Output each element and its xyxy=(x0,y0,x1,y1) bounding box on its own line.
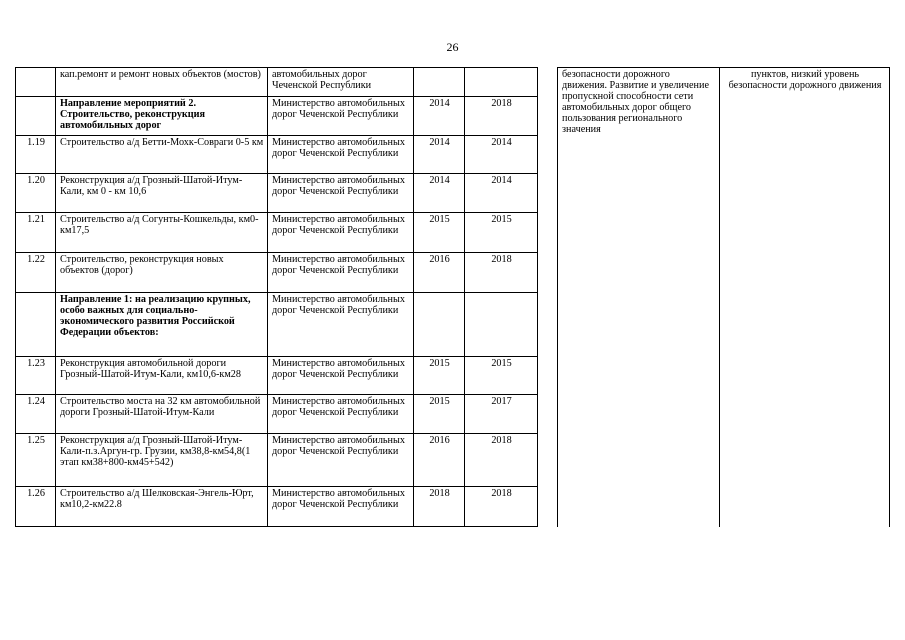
end-year-cell: 2015 xyxy=(465,213,538,253)
executor-cell: Министерство автомобильных дорог Чеченской Республики xyxy=(268,174,414,213)
executor-cell: Министерство автомобильных дорог Чеченской Республики xyxy=(268,136,414,174)
measure-name-cell: Строительство а/д Бетти-Мохк-Совраги 0-5 км xyxy=(56,136,268,174)
measure-name-cell: кап.ремонт и ремонт новых объектов (мостов) xyxy=(56,68,268,97)
measure-name-cell: Реконструкция а/д Грозный-Шатой-Итум-Кали, км 0 - км 10,6 xyxy=(56,174,268,213)
spacer-cell xyxy=(538,68,558,527)
end-year-cell: 2018 xyxy=(465,97,538,136)
start-year-cell: 2014 xyxy=(414,136,465,174)
start-year-cell: 2014 xyxy=(414,174,465,213)
table-row xyxy=(16,68,890,97)
start-year-cell: 2015 xyxy=(414,395,465,434)
end-year-cell: 2018 xyxy=(465,434,538,487)
start-year-cell: 2016 xyxy=(414,253,465,293)
row-number-cell xyxy=(16,97,56,136)
end-year-cell: 2015 xyxy=(465,357,538,395)
consequence-cell-continued xyxy=(720,174,890,527)
measure-name-cell: Строительство а/д Шелковская-Энгель-Юрт, км10,2-км22.8 xyxy=(56,487,268,527)
end-year-cell xyxy=(465,293,538,357)
expected-result-cell: безопасности дорожного движения. Развитие и увеличение пропускной способности сети автомобильных дорог общего пользования регионального значения xyxy=(558,68,720,174)
row-number-cell: 1.23 xyxy=(16,357,56,395)
row-number-cell: 1.21 xyxy=(16,213,56,253)
executor-cell: Министерство автомобильных дорог Чеченской Республики xyxy=(268,97,414,136)
row-number-cell xyxy=(16,293,56,357)
measure-name-cell: Направление мероприятий 2. Строительство, реконструкция автомобильных дорог xyxy=(56,97,268,136)
start-year-cell xyxy=(414,68,465,97)
start-year-cell: 2016 xyxy=(414,434,465,487)
executor-cell: Министерство автомобильных дорог Чеченской Республики xyxy=(268,213,414,253)
measure-name-cell: Направление 1: на реализацию крупных, особо важных для социально-экономического развития Российской Федерации объектов: xyxy=(56,293,268,357)
row-number-cell: 1.20 xyxy=(16,174,56,213)
row-number-cell: 1.19 xyxy=(16,136,56,174)
start-year-cell: 2015 xyxy=(414,213,465,253)
measure-name-cell: Реконструкция а/д Грозный-Шатой-Итум-Кали-п.з.Аргун-гр. Грузии, км38,8-км54,8(1 этап км38+800-км45+542) xyxy=(56,434,268,487)
end-year-cell: 2014 xyxy=(465,174,538,213)
expected-result-cell-continued xyxy=(558,174,720,527)
executor-cell: автомобильных дорог Чеченской Республики xyxy=(268,68,414,97)
row-number-cell: 1.26 xyxy=(16,487,56,527)
program-table xyxy=(15,67,890,527)
start-year-cell: 2014 xyxy=(414,97,465,136)
executor-cell: Министерство автомобильных дорог Чеченской Республики xyxy=(268,357,414,395)
measure-name-cell: Строительство моста на 32 км автомобильной дороги Грозный-Шатой-Итум-Кали xyxy=(56,395,268,434)
row-number-cell: 1.25 xyxy=(16,434,56,487)
table-row xyxy=(16,174,890,213)
measure-name-cell: Реконструкция автомобильной дороги Грозный-Шатой-Итум-Кали, км10,6-км28 xyxy=(56,357,268,395)
end-year-cell: 2014 xyxy=(465,136,538,174)
executor-cell: Министерство автомобильных дорог Чеченской Республики xyxy=(268,253,414,293)
end-year-cell: 2018 xyxy=(465,253,538,293)
table-body xyxy=(16,68,890,527)
start-year-cell xyxy=(414,293,465,357)
measure-name-cell: Строительство, реконструкция новых объектов (дорог) xyxy=(56,253,268,293)
executor-cell: Министерство автомобильных дорог Чеченской Республики xyxy=(268,293,414,357)
start-year-cell: 2015 xyxy=(414,357,465,395)
end-year-cell: 2017 xyxy=(465,395,538,434)
row-number-cell: 1.24 xyxy=(16,395,56,434)
end-year-cell: 2018 xyxy=(465,487,538,527)
executor-cell: Министерство автомобильных дорог Чеченской Республики xyxy=(268,487,414,527)
executor-cell: Министерство автомобильных дорог Чеченской Республики xyxy=(268,434,414,487)
row-number-cell: 1.22 xyxy=(16,253,56,293)
row-number-cell xyxy=(16,68,56,97)
consequence-cell: пунктов, низкий уровень безопасности дорожного движения xyxy=(720,68,890,174)
measure-name-cell: Строительство а/д Согунты-Кошкельды, км0-км17,5 xyxy=(56,213,268,253)
executor-cell: Министерство автомобильных дорог Чеченской Республики xyxy=(268,395,414,434)
page-number: 26 xyxy=(446,40,459,54)
end-year-cell xyxy=(465,68,538,97)
start-year-cell: 2018 xyxy=(414,487,465,527)
